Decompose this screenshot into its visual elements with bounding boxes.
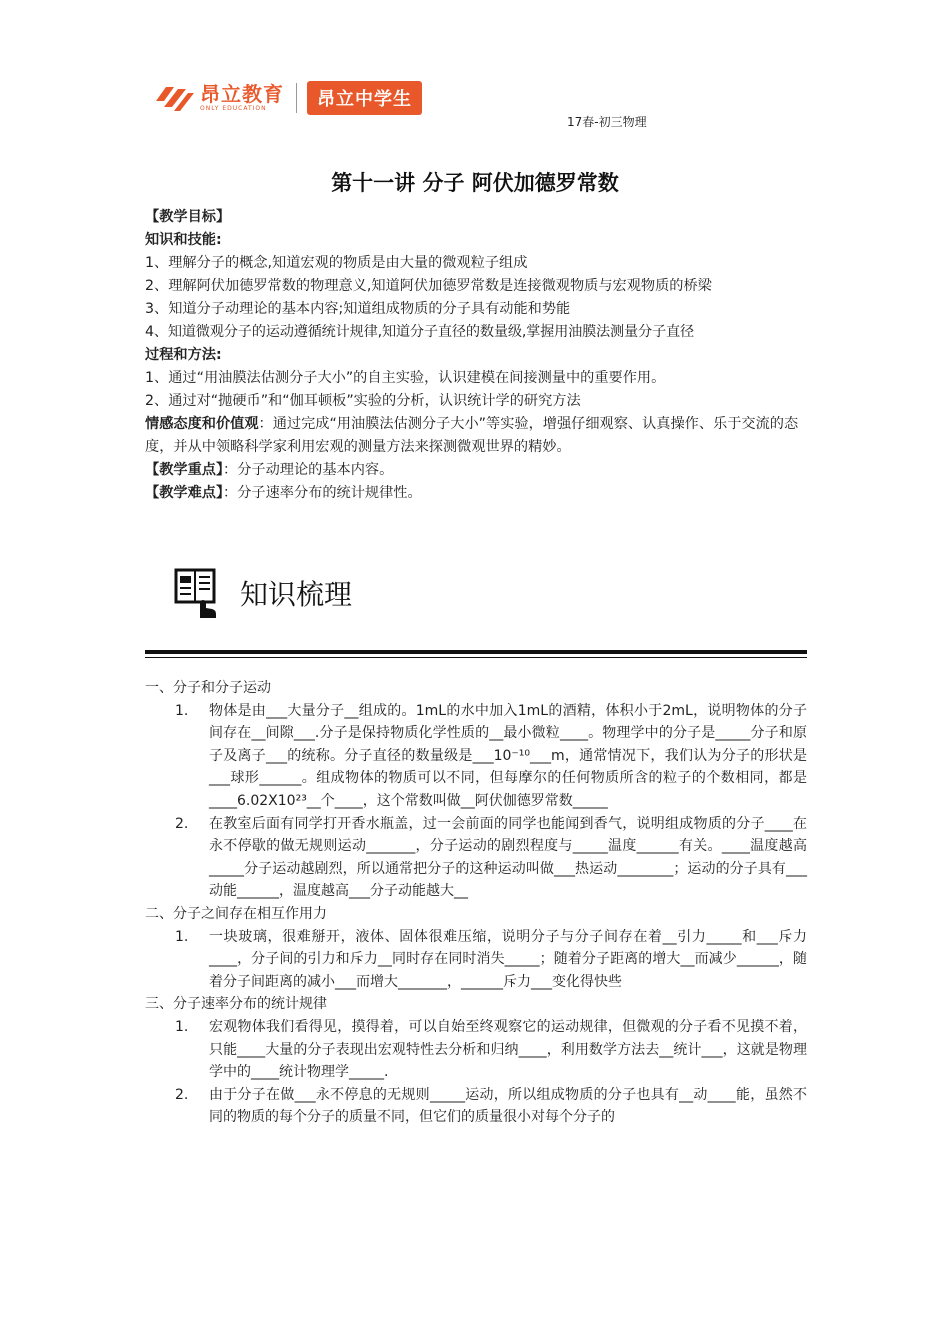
book-pointer-icon (174, 568, 218, 618)
knowledge-item: 3、知道分子动理论的基本内容;知道组成物质的分子具有动能和势能 (145, 301, 571, 317)
emotion-text: ：通过完成“用油膜法估测分子大小”等实验，增强仔细观察、认真操作、乐于交流的态度，并从中领略科学家利用宏观的测量方法来探测微观世界的精妙。 (145, 416, 799, 455)
difficulty-label: 【教学难点】 (145, 485, 224, 501)
difficulty-point (145, 482, 813, 505)
brand-name-en: ONLY EDUCATION (200, 105, 267, 112)
goals-heading: 【教学目标】 (145, 209, 231, 225)
emotion-paragraph (145, 413, 813, 459)
list-item (145, 1016, 807, 1084)
list-item (145, 813, 807, 903)
brand-name: 昂立教育 (200, 82, 284, 106)
section-heading: 二、分子之间存在相互作用力 (145, 905, 327, 922)
item-number: 1. (175, 702, 189, 719)
item-text: 由于分子在做___永不停息的无规则_____运动，所以组成物质的分子也具有__动____能，虽然不同的物质的每个分子的质量不同，但它们的质量很小对每个分子的 (209, 1086, 807, 1126)
item-text: 宏观物体我们看得见，摸得着，可以自始至终观察它的运动规律，但微观的分子看不见摸不着，只能____大量的分子表现出宏观特性去分析和归纳____，利用数学方法去__统计___，这就是物理学中的____统计物理学_____. (209, 1018, 807, 1081)
section-heading: 三、分子速率分布的统计规律 (145, 996, 327, 1013)
section-header (174, 568, 352, 618)
item-number: 2. (175, 1086, 189, 1103)
logo (152, 80, 422, 116)
logo-divider (296, 83, 297, 113)
key-point (145, 459, 813, 482)
section-rule-thin (145, 657, 807, 658)
item-text: 物体是由___大量分子__组成的。1mL的水中加入1mL的酒精，体积小于2mL，说明物体的分子间存在__间隙___.分子是保持物质化学性质的__最小微粒____。物理学中的分子是_____分子和原子及离子___的统称。分子直径的数量级是___10⁻¹⁰___m，通常情况下，我们认为分子的形状是___球形______。组成物体的物质可以不同，但每摩尔的任何物质所含的粒子的个数相同，都是____6.02X10²³__个____，这个常数叫做__阿伏伽德罗常数_____ (209, 702, 807, 809)
item-number: 2. (175, 815, 189, 832)
item-text: 一块玻璃，很难掰开，液体、固体很难压缩，说明分子与分子间存在着__引力_____和___斥力____，分子间的引力和斥力__同时存在同时消失_____；随着分子距离的增大__而减少______，随着分子间距离的减小___而增大_______，______斥力___变化得快些 (209, 928, 807, 990)
section-heading: 一、分子和分子运动 (145, 680, 271, 696)
item-number: 1. (175, 928, 189, 945)
item-number: 1. (175, 1018, 189, 1035)
section-title: 知识梳理 (240, 578, 353, 611)
item-text: 在教室后面有同学打开香水瓶盖，过一会前面的同学也能闻到香气，说明组成物质的分子____在永不停歇的做无规则运动_______，分子运动的剧烈程度与_____温度______有关。____温度越高_____分子运动越剧烈，所以通常把分子的这种运动叫做___热运动________；运动的分子具有___动能______，温度越高___分子动能越大__ (209, 815, 807, 900)
section-rule-thick (145, 650, 807, 654)
knowledge-content (145, 677, 807, 1129)
only-education-logo-icon (152, 81, 196, 115)
list-item (145, 926, 807, 994)
process-item: 2、通过对“抛硬币”和“伽耳顿板”实验的分析，认识统计学的研究方法 (145, 393, 581, 409)
knowledge-item: 1、理解分子的概念,知道宏观的物质是由大量的微观粒子组成 (145, 255, 528, 271)
key-text: ：分子动理论的基本内容。 (223, 462, 394, 478)
course-label: 17春-初三物理 (567, 115, 647, 129)
knowledge-item: 4、知道微观分子的运动遵循统计规律,知道分子直径的数量级,掌握用油膜法测量分子直径 (145, 324, 694, 340)
process-item: 1、通过“用油膜法估测分子大小”的自主实验，认识建模在间接测量中的重要作用。 (145, 370, 666, 386)
difficulty-text: ：分子速率分布的统计规律性。 (223, 485, 422, 501)
list-item (145, 1084, 807, 1129)
list-item (145, 700, 807, 813)
brand-sub: 昂立中学生 (307, 81, 422, 115)
process-label: 过程和方法: (145, 347, 222, 363)
emotion-label: 情感态度和价值观 (145, 416, 259, 432)
knowledge-item: 2、理解阿伏加德罗常数的物理意义,知道阿伏加德罗常数是连接微观物质与宏观物质的桥梁 (145, 278, 712, 294)
knowledge-label: 知识和技能: (145, 232, 222, 248)
page-title: 第十一讲 分子 阿伏加德罗常数 (331, 171, 619, 195)
key-label: 【教学重点】 (145, 462, 224, 478)
teaching-goals (145, 206, 813, 505)
